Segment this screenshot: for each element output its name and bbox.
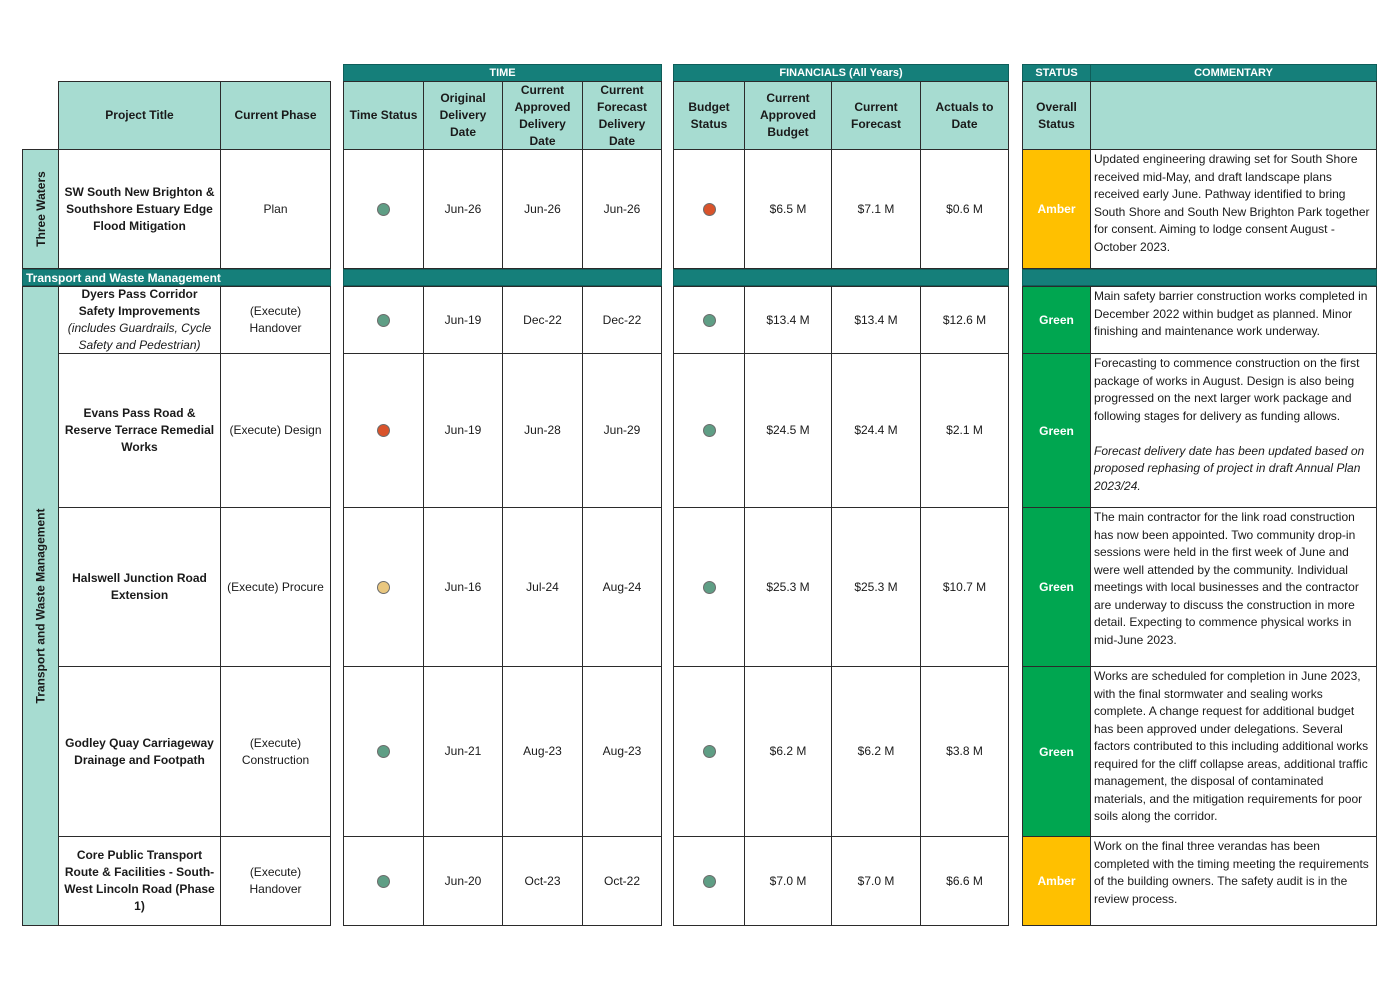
header-current-phase: Current Phase: [220, 81, 331, 150]
time-status-dot-icon: [377, 581, 390, 594]
forecast-delivery-date-cell: [582, 286, 662, 354]
time-status-cell: [343, 353, 424, 508]
cell-text: Jun-19: [444, 423, 482, 437]
approved-delivery-date-cell: [502, 353, 583, 508]
header-commentary: [1090, 81, 1377, 150]
original-delivery-date-cell: [423, 507, 503, 667]
cell-text: Jun-21: [444, 744, 482, 758]
commentary-cell: [1090, 836, 1377, 926]
actuals-to-date-cell: [920, 149, 1009, 269]
section-band-transport-waste: Transport and Waste Management: [22, 269, 331, 286]
project-title-text: SW South New Brighton & Southshore Estuary Edge Flood Mitigation: [64, 184, 215, 233]
time-status-cell: [343, 149, 424, 269]
current-phase-cell: [220, 666, 331, 837]
cell-text: $7.0 M: [857, 873, 895, 888]
forecast-cell: [831, 286, 921, 354]
header-time-status: Time Status: [343, 81, 424, 150]
commentary-text: Forecasting to commence construction on the first package of works in August. Design is also being progressed on the next larger work package and following stages for delivery as funding allows.: [1094, 356, 1360, 423]
approved-delivery-date-cell: [502, 666, 583, 837]
overall-status-badge: [1022, 836, 1091, 926]
project-title: [62, 184, 217, 235]
cell-text: Jul-24: [526, 579, 559, 594]
overall-status-badge: [1022, 353, 1091, 508]
approved-budget-cell: [744, 666, 832, 837]
overall-status-badge: [1022, 507, 1091, 667]
cell-text: Green: [1039, 423, 1074, 438]
overall-status-badge: [1022, 666, 1091, 837]
current-phase-cell: [220, 836, 331, 926]
cell-text: $2.1 M: [946, 423, 983, 437]
actuals-to-date-cell: [920, 836, 1009, 926]
cell-text: Plan: [263, 201, 288, 216]
actuals-to-date-cell: [920, 286, 1009, 354]
cell-text: (Execute) Handover: [249, 304, 302, 335]
forecast-cell: [831, 666, 921, 837]
cell-text: $13.4 M: [766, 312, 810, 327]
status-band: STATUS: [1022, 64, 1091, 82]
time-band: TIME: [343, 64, 662, 82]
current-phase-cell: [220, 353, 331, 508]
cell-text: Aug-23: [602, 744, 642, 758]
cell-text: $3.8 M: [946, 744, 983, 758]
approved-delivery-date-cell: [502, 507, 583, 667]
time-status-cell: [343, 836, 424, 926]
time-status-cell: [343, 286, 424, 354]
cell-text: $6.6 M: [946, 873, 983, 888]
overall-status-badge: [1022, 286, 1091, 354]
cell-text: Green: [1039, 313, 1074, 327]
budget-status-dot-icon: [703, 875, 716, 888]
approved-budget-cell: [744, 149, 832, 269]
budget-status-cell: [673, 507, 745, 667]
cell-text: Amber: [1037, 874, 1076, 888]
cell-text: $24.4 M: [854, 423, 898, 437]
actuals-to-date-cell: [920, 507, 1009, 667]
forecast-delivery-date-cell: [582, 666, 662, 837]
cell-text: (Execute) Design: [229, 423, 322, 437]
commentary-cell: [1090, 286, 1377, 354]
project-title-cell: [58, 353, 221, 508]
project-title-text: Evans Pass Road & Reserve Terrace Remedial Works: [64, 406, 215, 454]
budget-status-cell: [673, 666, 745, 837]
commentary-text: Works are scheduled for completion in June 2023, with the final stormwater and sealing works complete. A change request for additional budget has been approved under delegations. Several factors contributed to this including additional works required for the cliff collapse areas, additional traffic management, the disposal of contaminated materials, and the mitigation requirements for poor soils along the corridor.: [1094, 669, 1369, 823]
project-title: [62, 286, 217, 354]
cell-text: Jun-28: [524, 423, 561, 437]
section-band-financials-spacer: [673, 269, 1009, 286]
budget-status-dot-icon: [703, 424, 716, 437]
cell-text: (Execute) Handover: [249, 865, 302, 896]
time-status-cell: [343, 507, 424, 667]
budget-status-cell: [673, 836, 745, 926]
project-title: [62, 405, 217, 456]
project-title: [62, 570, 217, 604]
current-phase-cell: [220, 507, 331, 667]
project-title-cell: [58, 507, 221, 667]
time-status-dot-icon: [377, 203, 390, 216]
header-budget-status: Budget Status: [673, 81, 745, 150]
approved-budget-cell: [744, 836, 832, 926]
cell-text: Jun-16: [444, 579, 482, 594]
cell-text: Aug-23: [523, 744, 562, 758]
original-delivery-date-cell: [423, 836, 503, 926]
commentary-cell: [1090, 507, 1377, 667]
budget-status-cell: [673, 149, 745, 269]
commentary-cell: [1090, 149, 1377, 269]
overall-status-badge: [1022, 149, 1091, 269]
cell-text: $13.4 M: [854, 312, 898, 327]
actuals-to-date-cell: [920, 666, 1009, 837]
header-project-title: Project Title: [58, 81, 221, 150]
current-phase-cell: [220, 286, 331, 354]
approved-budget-cell: [744, 507, 832, 667]
budget-status-dot-icon: [703, 581, 716, 594]
commentary-band: COMMENTARY: [1090, 64, 1377, 82]
original-delivery-date-cell: [423, 666, 503, 837]
cell-text: Oct-22: [603, 873, 640, 888]
section-label-transport-waste: Transport and Waste Management: [22, 286, 59, 926]
forecast-delivery-date-cell: [582, 353, 662, 508]
section-band-status-spacer: [1022, 269, 1377, 286]
cell-text: (Execute) Procure: [227, 579, 324, 594]
financials-band: FINANCIALS (All Years): [673, 64, 1009, 82]
time-status-cell: [343, 666, 424, 837]
project-title-text: Dyers Pass Corridor Safety Improvements: [78, 287, 201, 318]
current-phase-cell: [220, 149, 331, 269]
approved-delivery-date-cell: [502, 836, 583, 926]
cell-text: Jun-29: [603, 423, 641, 437]
forecast-cell: [831, 353, 921, 508]
forecast-delivery-date-cell: [582, 836, 662, 926]
cell-text: $0.6 M: [946, 201, 983, 216]
header-actuals-to-date: Actuals to Date: [920, 81, 1009, 150]
approved-delivery-date-cell: [502, 286, 583, 354]
budget-status-dot-icon: [703, 314, 716, 327]
cell-text: Jun-26: [444, 201, 482, 216]
cell-text: Jun-20: [444, 873, 482, 888]
actuals-to-date-cell: [920, 353, 1009, 508]
section-band-time-spacer: [343, 269, 662, 286]
cell-text: Jun-26: [603, 201, 641, 216]
approved-budget-cell: [744, 286, 832, 354]
commentary-note: Forecast delivery date has been updated based on proposed rephasing of project in draft Annual Plan 2023/24.: [1094, 443, 1365, 493]
project-title-text: Halswell Junction Road Extension: [72, 571, 207, 602]
forecast-cell: [831, 836, 921, 926]
cell-text: Dec-22: [602, 312, 642, 327]
section-label-three-waters: Three Waters: [22, 149, 59, 269]
budget-status-cell: [673, 353, 745, 508]
cell-text: $25.3 M: [854, 579, 898, 594]
cell-text: Green: [1039, 580, 1074, 594]
forecast-cell: [831, 149, 921, 269]
project-title-text: Core Public Transport Route & Facilities - South-West Lincoln Road (Phase 1): [64, 848, 215, 913]
header-original-delivery-date: Original Delivery Date: [423, 81, 503, 150]
cell-text: Amber: [1037, 202, 1076, 216]
cell-text: Oct-23: [524, 873, 561, 888]
cell-text: Aug-24: [602, 579, 642, 594]
time-status-dot-icon: [377, 424, 390, 437]
approved-delivery-date-cell: [502, 149, 583, 269]
cell-text: $12.6 M: [942, 312, 987, 327]
header-current-forecast-delivery-date: Current Forecast Delivery Date: [582, 81, 662, 150]
project-title-cell: [58, 149, 221, 269]
cell-text: $6.2 M: [857, 744, 895, 758]
project-title-cell: [58, 286, 221, 354]
project-title-cell: [58, 666, 221, 837]
original-delivery-date-cell: [423, 286, 503, 354]
cell-text: Dec-22: [523, 312, 562, 327]
cell-text: $7.0 M: [769, 873, 807, 888]
header-current-forecast: Current Forecast: [831, 81, 921, 150]
project-title: [62, 735, 217, 769]
commentary-text: Work on the final three verandas has been completed with the timing meeting the requirements of the building owners. The safety audit is in the review process.: [1094, 839, 1369, 906]
cell-text: Green: [1039, 744, 1074, 759]
commentary-text: The main contractor for the link road construction has now been appointed. Two community drop-in sessions were held in the first week of June and were well attended by the community. Individual meetings with local businesses and the contractor are underway to discuss the construction in more detail. Expecting to commence physical works in mid-June 2023.: [1094, 510, 1359, 647]
cell-text: $6.2 M: [769, 744, 807, 758]
original-delivery-date-cell: [423, 353, 503, 508]
commentary-text: Main safety barrier construction works completed in December 2022 within budget as planned. Minor finishing and maintenance work underway.: [1094, 289, 1368, 338]
commentary-cell: [1090, 666, 1377, 837]
cell-text: $10.7 M: [942, 579, 987, 594]
cell-text: $25.3 M: [766, 579, 810, 594]
cell-text: Jun-19: [444, 312, 482, 327]
cell-text: $7.1 M: [857, 201, 895, 216]
time-status-dot-icon: [377, 745, 390, 758]
forecast-delivery-date-cell: [582, 507, 662, 667]
header-overall-status: Overall Status: [1022, 81, 1091, 150]
budget-status-dot-icon: [703, 745, 716, 758]
time-status-dot-icon: [377, 875, 390, 888]
cell-text: $24.5 M: [766, 423, 810, 437]
header-current-approved-delivery-date: Current Approved Delivery Date: [502, 81, 583, 150]
header-current-approved-budget: Current Approved Budget: [744, 81, 832, 150]
forecast-delivery-date-cell: [582, 149, 662, 269]
original-delivery-date-cell: [423, 149, 503, 269]
budget-status-dot-icon: [703, 203, 716, 216]
time-status-dot-icon: [377, 314, 390, 327]
project-title-cell: [58, 836, 221, 926]
approved-budget-cell: [744, 353, 832, 508]
commentary-cell: [1090, 353, 1377, 508]
budget-status-cell: [673, 286, 745, 354]
cell-text: $6.5 M: [769, 201, 807, 216]
cell-text: (Execute) Construction: [241, 735, 310, 767]
forecast-cell: [831, 507, 921, 667]
project-title-text: Godley Quay Carriageway Drainage and Footpath: [65, 735, 214, 767]
cell-text: Jun-26: [524, 201, 561, 216]
project-title: [62, 847, 217, 915]
project-title-note: (includes Guardrails, Cycle Safety and Pedestrian): [67, 321, 212, 352]
commentary-text: Updated engineering drawing set for South Shore received mid-May, and draft landscape plans received early June. Pathway identified to bring South Shore and South New Brighton Park together for consent. Aiming to lodge consent August - October 2023.: [1094, 152, 1370, 254]
